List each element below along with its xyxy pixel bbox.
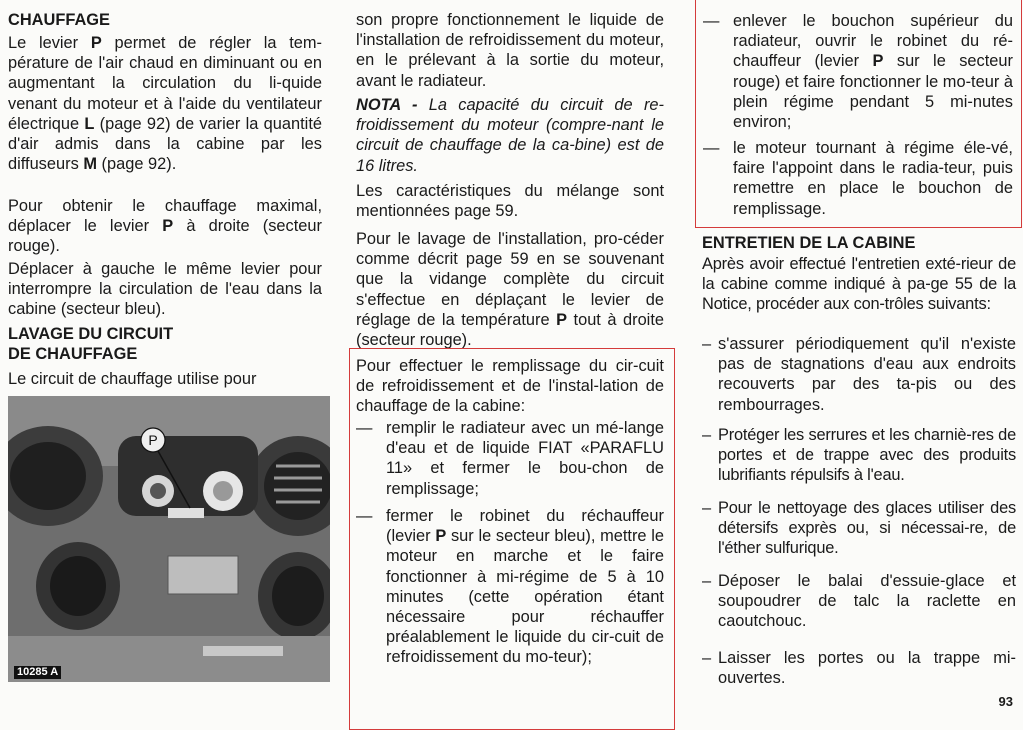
photo-reference: 10285 A xyxy=(14,666,61,679)
list-item: – Protéger les serrures et les charniè-res de portes et de trappe avec des produits lubrifiants répulsifs à l'eau. xyxy=(702,426,1016,485)
heading-entretien: ENTRETIEN DE LA CABINE xyxy=(702,234,916,252)
heading-chauffage: CHAUFFAGE xyxy=(8,11,110,29)
paragraph-chauffage-maximal: Pour obtenir le chauffage maximal, déplacer le levier P à droite (secteur rouge). xyxy=(8,197,322,256)
paragraph-circuit: Le circuit de chauffage utilise pour xyxy=(8,370,257,388)
page-number: 93 xyxy=(998,694,1013,709)
list-item: – Déposer le balai d'essuie-glace et soupoudrer de talc la raclette en caoutchouc. xyxy=(702,572,1016,631)
paragraph-interrompre: Déplacer à gauche le même levier pour interrompre la circulation de l'eau dans la cabine (secteur bleu). xyxy=(8,260,322,319)
heater-control-photo xyxy=(8,396,330,682)
list-item: — enlever le bouchon supérieur du radiateur, ouvrir le robinet du ré-chauffeur (levier P sur le secteur rouge) et faire fonctionner le mo-teur à plein régime pendant 5 mi-nutes environ; xyxy=(703,12,1013,132)
nota-paragraph: NOTA - La capacité du circuit de re-froidissement du moteur (compre-nant le circuit de chauffage de la ca-bine) est de 16 litres. xyxy=(356,96,664,175)
paragraph-entretien: Après avoir effectué l'entretien exté-rieur de la cabine comme indiqué à pa-ge 55 de la Notice, procéder aux con-trôles suivants: xyxy=(702,255,1016,314)
paragraph-lavage: Pour le lavage de l'installation, pro-céder comme décrit page 59 en se souvenant que la vidange complète du circuit s'effectue en déplaçant le levier de réglage de la température P tout à droite (secteur rouge). xyxy=(356,230,664,350)
paragraph-levier: Le levier P permet de régler la tem-pérature de l'air chaud en diminuant ou en augmentant la circulation du li-quide venant du moteur et à l'aide du ventilateur électrique L (page 92) de varier la quantité d'air admis dans la cabine par les diffuseurs M (page 92). xyxy=(8,34,322,174)
remplissage-box xyxy=(349,348,675,730)
callout-p: P xyxy=(148,432,158,448)
list-item: – s'assurer périodiquement qu'il n'existe pas de stagnations d'eau aux endroits recouverts par des ta-pis ou des rembourrages. xyxy=(702,335,1016,414)
list-item: – Pour le nettoyage des glaces utiliser des détersifs exprès ou, si nécessai-re, de l'éther sulfurique. xyxy=(702,499,1016,558)
list-item: — fermer le robinet du réchauffeur (levier P sur le secteur bleu), mettre le moteur en marche et le faire fonctionner à mi-régime de 5 à 10 minutes (cette opération étant nécessaire pour réchauffer préalablement le liquide du cir-cuit de refroidissement du mo-teur); xyxy=(356,507,664,667)
list-item: — le moteur tournant à régime éle-vé, faire l'appoint dans le radia-teur, puis remettre en place le bouchon de remplissage. xyxy=(703,139,1013,218)
list-item: – Laisser les portes ou la trappe mi-ouvertes. xyxy=(702,649,1016,688)
box-intro: Pour effectuer le remplissage du cir-cuit de refroidissement et de l'instal-lation de chauffage de la cabine: xyxy=(356,357,664,416)
dashboard-illustration xyxy=(8,396,330,682)
paragraph-caracteristiques: Les caractéristiques du mélange sont mentionnées page 59. xyxy=(356,182,664,221)
paragraph-fonctionnement: son propre fonctionnement le liquide de l'installation de refroidissement du moteur, en le prélevant à la sortie du moteur, avant le radiateur. xyxy=(356,11,664,90)
heading-lavage: LAVAGE DU CIRCUIT DE CHAUFFAGE xyxy=(8,325,174,364)
procedure-box-continued xyxy=(695,0,1022,228)
list-item: — remplir le radiateur avec un mé-lange d'eau et de liquide FIAT «PARAFLU 11» et fermer le bou-chon de remplissage; xyxy=(356,419,664,498)
